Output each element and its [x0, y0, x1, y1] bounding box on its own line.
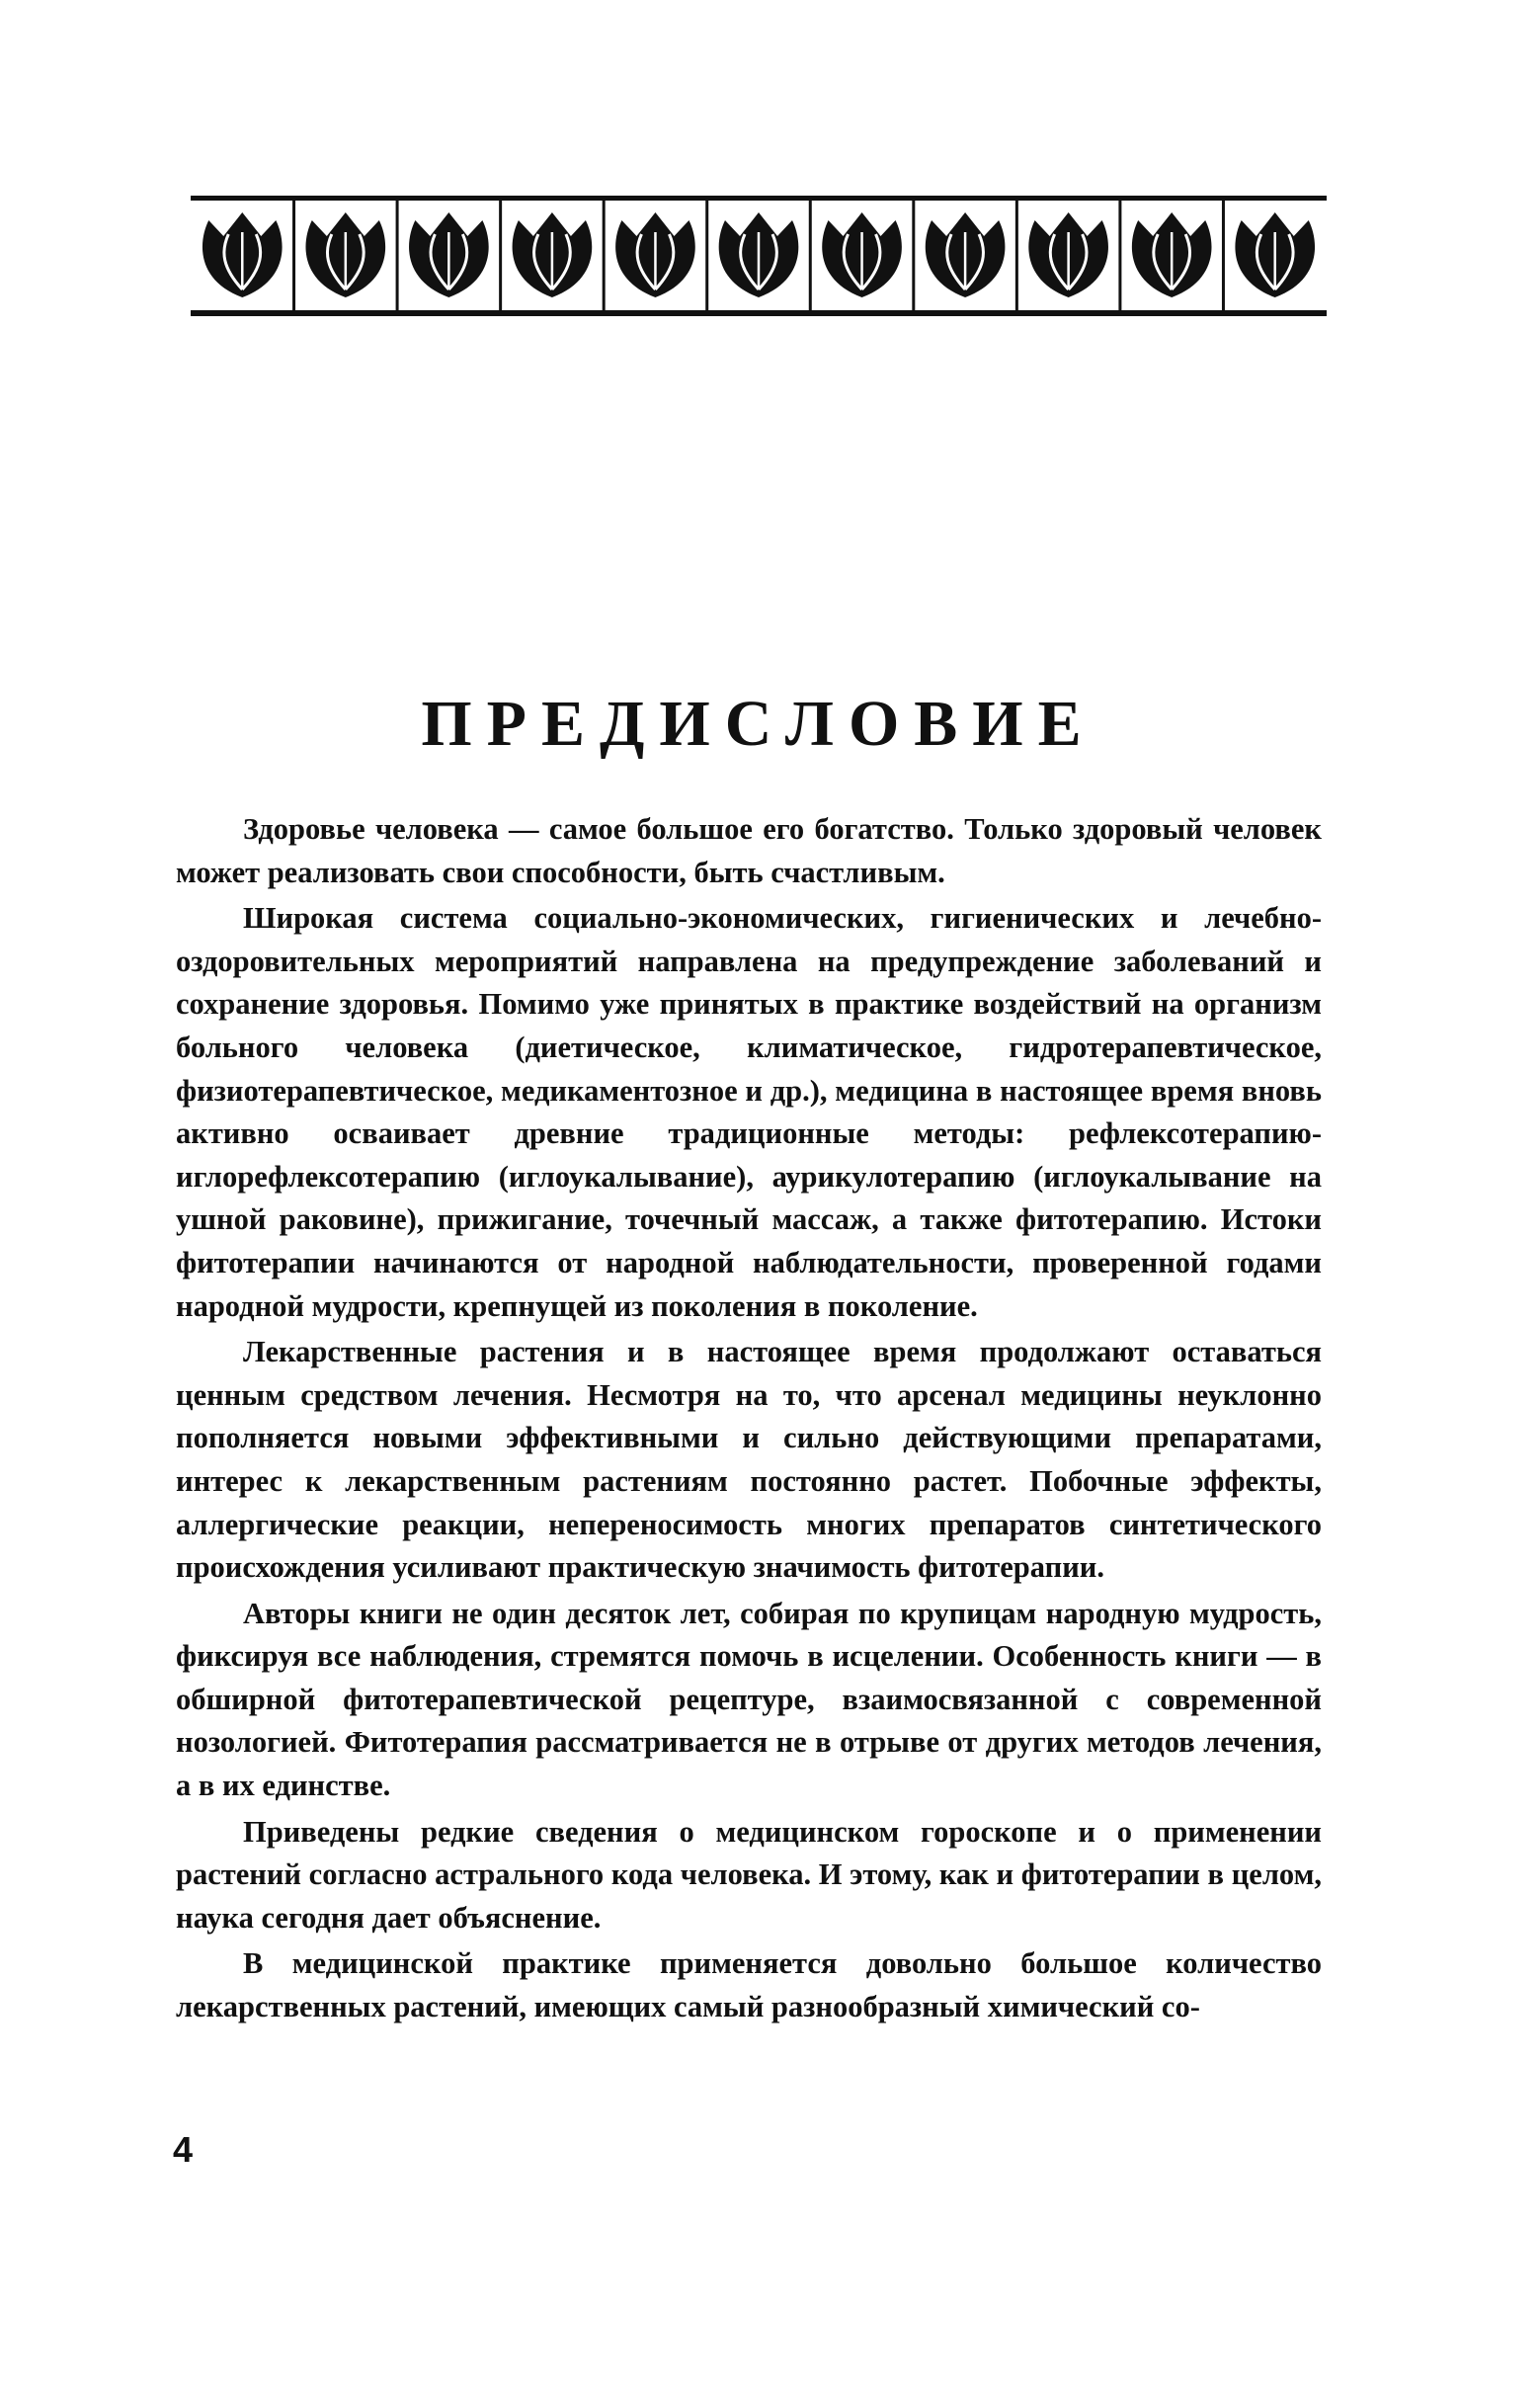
page-title: ПРЕДИСЛОВИЕ	[421, 688, 1096, 760]
paragraph-2: Широкая система социально-экономических, гигиенических и лечебно-оздоровительных мероприятий направлена на предупреждение заболеваний и сохранение здоровья. Помимо уже принятых в практике воздействий на организм больного человека (диетическое, климатическое, гидротерапевтическое, физиотерапевтическое, медикаментозное и др.), медицина в настоящее время вновь активно осваивает древние традиционные методы: рефлексотерапию-иглорефлексотерапию (иглоукалывание), аурикулотерапию (иглоукалывание на ушной раковине), прижигание, точечный массаж, а также фитотерапию. Истоки фитотерапии начинаются от народной наблюдательности, проверенной годами народной мудрости, крепнущей из поколения в поколение.	[176, 901, 1322, 1323]
ornament-svg	[191, 201, 1327, 310]
paragraph-3: Лекарственные растения и в настоящее время продолжают оставаться ценным средством лечения. Несмотря на то, что арсенал медицины неуклонно пополняется новыми эффективными и сильно действующими препаратами, интерес к лекарственным растениям постоянно растет. Побочные эффекты, аллергические реакции, непереносимость многих препаратов синтетического происхождения усиливают практическую значимость фитотерапии.	[176, 1335, 1322, 1585]
paragraph-5: Приведены редкие сведения о медицинском гороскопе и о применении растений согласно астрального кода человека. И этому, как и фитотерапии в целом, наука сегодня дает объяснение.	[176, 1814, 1322, 1935]
paragraph-1: Здоровье человека — самое большое его богатство. Только здоровый человек может реализовать свои способности, быть счастливым.	[176, 812, 1322, 889]
paragraph-6: В медицинской практике применяется довольно большое количество лекарственных растений, имеющих самый разнообразный химический со-	[176, 1946, 1322, 2024]
paragraph-4: Авторы книги не один десяток лет, собирая по крупицам народную мудрость, фиксируя все наблюдения, стремятся помочь в исцелении. Особенность книги — в обширной фитотерапевтической рецептуре, взаимосвязанной с современной нозологией. Фитотерапия рассматривается не в отрыве от других методов лечения, а в их единстве.	[176, 1596, 1322, 1803]
decorative-ornament-band	[191, 196, 1327, 316]
page-number: 4	[173, 2129, 194, 2170]
preface-body	[176, 808, 1322, 2032]
